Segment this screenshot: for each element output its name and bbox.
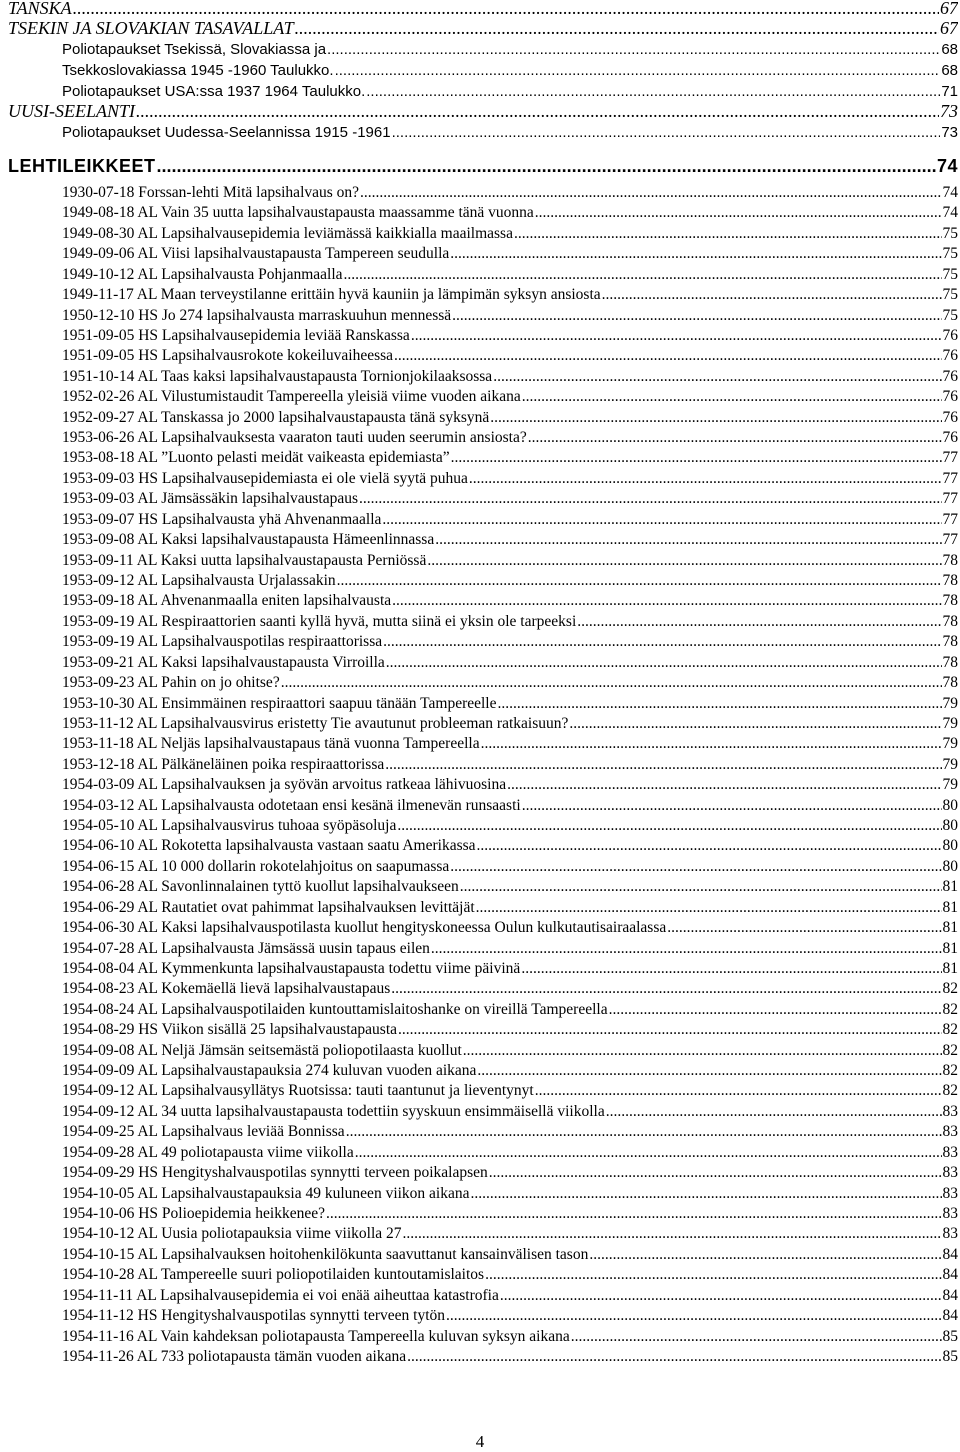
toc-entry[interactable] (62, 1348, 958, 1366)
toc-entry[interactable] (62, 613, 958, 631)
toc-entry-page: 84 (942, 1286, 958, 1304)
toc-entry-title: 1953-09-03 HS Lapsihalvausepidemiasta ei ole vielä syytä puhua (62, 469, 468, 487)
toc-entry[interactable] (62, 347, 958, 365)
toc-entry[interactable] (62, 1021, 958, 1039)
toc-leader-dots (452, 307, 941, 325)
toc-entry-title: 1954-06-15 AL 10 000 dollarin rokotelahjoitus on saapumassa (62, 857, 450, 875)
toc-entry[interactable] (8, 0, 958, 19)
toc-entry[interactable] (62, 1082, 958, 1100)
toc-leader-dots (360, 184, 941, 202)
toc-entry[interactable] (62, 204, 958, 222)
toc-entry[interactable] (62, 1001, 958, 1019)
toc-entry-page: 85 (942, 1327, 958, 1345)
toc-leader-dots (450, 245, 941, 263)
toc-leader-dots (451, 449, 942, 467)
toc-entry-title: UUSI-SEELANTI (8, 101, 135, 121)
toc-entry-title: 1953-09-11 AL Kaksi uutta lapsihalvaustapausta Perniössä (62, 551, 427, 569)
toc-leader-dots (450, 858, 941, 876)
toc-entry-page: 83 (942, 1184, 958, 1202)
toc-entry[interactable] (62, 83, 958, 100)
toc-entry[interactable] (62, 184, 958, 202)
toc-entry-page: 83 (942, 1102, 958, 1120)
toc-entry-title: 1953-08-18 AL ”Luonto pelasti meidät vaikeasta epidemiasta” (62, 449, 450, 467)
toc-entry-title: 1954-09-12 AL 34 uutta lapsihalvaustapausta todettiin syyskuun ensimmäisellä viikolla (62, 1102, 605, 1120)
toc-leader-dots (344, 266, 942, 284)
toc-entry-title: 1954-08-23 AL Kokemäellä lievä lapsihalvaustapaus (62, 980, 391, 998)
toc-leader-dots (577, 613, 941, 631)
toc-entry-page: 80 (942, 796, 958, 814)
toc-entry-title: 1949-09-06 AL Viisi lapsihalvaustapausta Tampereen seudulla (62, 245, 450, 263)
toc-entry-title: 1954-10-15 AL Lapsihalvauksen hoitohenkilökunta saavuttanut kansainvälisen tason (62, 1245, 589, 1263)
toc-entry[interactable] (62, 307, 958, 325)
toc-entry[interactable] (62, 1287, 958, 1305)
toc-entry-page: 75 (942, 306, 958, 324)
toc-entry[interactable] (62, 695, 958, 713)
toc-entry[interactable] (62, 266, 958, 284)
toc-entry[interactable] (62, 490, 958, 508)
toc-entry-title: Poliotapaukset USA:ssa 1937 1964 Taulukko. (62, 83, 366, 100)
toc-leader-dots (469, 470, 942, 488)
toc-leader-dots (463, 1042, 942, 1060)
toc-entry-title: 1954-11-16 AL Vain kahdeksan poliotapausta Tampereella kuluvan syksyn aikana (62, 1327, 570, 1345)
toc-entry[interactable] (62, 572, 958, 590)
toc-entry-title: 1954-11-11 AL Lapsihalvausepidemia ei voi enää aiheuttaa katastrofia (62, 1286, 499, 1304)
toc-entry[interactable] (62, 124, 958, 141)
toc-entry-page: 82 (942, 1041, 958, 1059)
toc-entry[interactable] (62, 878, 958, 896)
toc-entry-title: 1954-09-29 HS Hengityshalvauspotilas synnytti terveen poikalapsen (62, 1164, 488, 1182)
toc-entry[interactable] (62, 531, 958, 549)
toc-entry-title: 1953-11-18 AL Neljäs lapsihalvaustapaus tänä vuonna Tampereella (62, 735, 480, 753)
toc-leader-dots (477, 837, 942, 855)
toc-entry-title: 1953-09-23 AL Pahin on jo ohitse? (62, 674, 280, 692)
toc-entry[interactable] (62, 776, 958, 794)
toc-entry-page: 77 (942, 510, 958, 528)
toc-entry-page: 78 (942, 592, 958, 610)
toc-entry-page: 75 (942, 224, 958, 242)
toc-entry[interactable] (8, 101, 958, 122)
toc-entry-page: 79 (942, 776, 958, 794)
toc-entry[interactable] (62, 817, 958, 835)
toc-entry-page: 79 (942, 755, 958, 773)
toc-leader-dots (435, 531, 941, 549)
toc-leader-dots (446, 1307, 941, 1325)
toc-entry-title: 1954-05-10 AL Lapsihalvausvirus tuhoaa syöpäsoluja (62, 817, 397, 835)
toc-leader-dots (471, 1185, 942, 1203)
toc-entry[interactable] (62, 327, 958, 345)
toc-entry[interactable] (62, 674, 958, 692)
toc-entry-title: 1954-10-06 HS Polioepidemia heikkenee? (62, 1205, 326, 1222)
toc-entry-page: 83 (942, 1164, 958, 1182)
toc-leader-dots (609, 1001, 942, 1019)
toc-entry[interactable] (62, 960, 958, 978)
toc-entry[interactable] (62, 858, 958, 876)
toc-entry-page: 71 (941, 83, 958, 100)
toc-entry[interactable] (62, 633, 958, 651)
toc-entry[interactable] (62, 1103, 958, 1121)
toc-entry[interactable] (62, 1144, 958, 1162)
toc-entry[interactable] (62, 286, 958, 304)
toc-entry-page: 76 (942, 347, 958, 365)
toc-leader-dots (391, 980, 941, 998)
toc-entry-page: 77 (942, 449, 958, 467)
toc-leader-dots (73, 0, 939, 19)
toc-entry-page: 83 (942, 1143, 958, 1161)
toc-entry[interactable] (8, 18, 958, 39)
toc-entry[interactable] (62, 715, 958, 733)
toc-entry-page: 82 (942, 1062, 958, 1080)
toc-entry-page: 78 (942, 551, 958, 569)
toc-entry[interactable] (62, 1266, 958, 1284)
toc-entry[interactable] (62, 552, 958, 570)
toc-leader-dots (431, 940, 942, 958)
toc-entry-page: 73 (940, 101, 958, 121)
toc-entry-title: Poliotapaukset Uudessa-Seelannissa 1915 -1961 (62, 124, 391, 141)
toc-entry-title: TSEKIN JA SLOVAKIAN TASAVALLAT (8, 18, 294, 38)
toc-entry-page: 77 (942, 469, 958, 487)
toc-entry-title: 1949-08-30 AL Lapsihalvausepidemia leviämässä kaikkialla maailmassa (62, 224, 513, 242)
toc-leader-dots (281, 674, 942, 692)
toc-leader-dots (383, 633, 941, 651)
toc-entry-page: 73 (941, 124, 958, 141)
toc-entry-title: 1950-12-10 HS Jo 274 lapsihalvausta marraskuuhun mennessä (62, 306, 452, 324)
toc-entry-title: 1953-11-12 AL Lapsihalvausvirus eristetty Tie avautunut probleeman ratkaisuun? (62, 714, 569, 732)
toc-leader-dots (485, 1266, 941, 1284)
toc-entry-page: 78 (942, 633, 958, 651)
toc-entry-title: Tsekkoslovakiassa 1945 -1960 Taulukko. (62, 62, 334, 79)
toc-entry-page: 79 (942, 694, 958, 712)
toc-entry-title: 1954-09-28 AL 49 poliotapausta viime viikolla (62, 1143, 354, 1161)
toc-entry-page: 83 (942, 1123, 958, 1141)
toc-entry-title: 1954-09-08 AL Neljä Jämsän seitsemästä poliopotilaasta kuollut (62, 1041, 462, 1059)
toc-entry-title: 1953-09-03 AL Jämsässäkin lapsihalvaustapaus (62, 490, 359, 508)
toc-entry-page: 79 (942, 714, 958, 732)
toc-entry-title: 1954-08-29 HS Viikon sisällä 25 lapsihalvaustapausta (62, 1021, 398, 1039)
toc-entry-title: 1954-11-26 AL 733 poliotapausta tämän vuoden aikana (62, 1347, 407, 1365)
toc-entry-title: 1954-09-25 AL Lapsihalvaus leviää Bonnissa (62, 1123, 345, 1141)
toc-entry[interactable] (62, 511, 958, 529)
toc-entry-page: 80 (942, 817, 958, 835)
toc-entry-title: 1953-09-12 AL Lapsihalvausta Urjalassakin (62, 571, 336, 589)
toc-entry-page: 83 (942, 1225, 958, 1243)
toc-entry-title: 1954-09-12 AL Lapsihalvausyllätys Ruotsissa: tauti taantunut ja lieventynyt (62, 1082, 534, 1100)
toc-leader-dots (136, 101, 939, 122)
toc-leader-dots (476, 899, 942, 917)
toc-entry-title: 1951-10-14 AL Taas kaksi lapsihalvaustapausta Tornionjokilaaksossa (62, 367, 493, 385)
toc-leader-dots (392, 592, 941, 610)
toc-leader-dots (398, 1021, 941, 1039)
toc-entry-page: 75 (942, 265, 958, 283)
toc-entry-title: 1953-10-30 AL Ensimmäinen respiraattori saapuu tänään Tampereelle (62, 694, 497, 712)
toc-leader-dots (157, 156, 936, 177)
toc-entry-title: 1930-07-18 Forssan-lehti Mitä lapsihalvaus on? (62, 184, 360, 201)
toc-entry-page: 79 (942, 735, 958, 753)
toc-entry-page: 77 (942, 531, 958, 549)
toc-entry[interactable] (62, 429, 958, 447)
toc-entry[interactable] (62, 225, 958, 243)
toc-entry-title: 1954-10-28 AL Tampereelle suuri poliopotilaiden kuntoutamislaitos (62, 1266, 485, 1284)
toc-entry[interactable] (62, 1042, 958, 1060)
toc-entry[interactable] (62, 735, 958, 753)
toc-leader-dots (569, 715, 941, 733)
toc-entry[interactable] (62, 409, 958, 427)
toc-leader-dots (403, 1225, 942, 1243)
toc-entry[interactable] (62, 1246, 958, 1264)
toc-entry-title: LEHTILEIKKEET (8, 156, 156, 176)
toc-entry-page: 74 (942, 204, 958, 222)
toc-entry[interactable] (62, 592, 958, 610)
toc-leader-dots (359, 490, 941, 508)
toc-entry-title: 1954-08-24 AL Lapsihalvauspotilaiden kuntouttamislaitoshanke on vireillä Tampereella (62, 1000, 608, 1018)
toc-entry-page: 83 (942, 1205, 958, 1222)
toc-entry-title: 1954-07-28 AL Lapsihalvausta Jämsässä uusin tapaus eilen (62, 939, 430, 957)
toc-entry-page: 76 (942, 408, 958, 426)
toc-entry-page: 82 (942, 980, 958, 998)
toc-entry-page: 81 (942, 959, 958, 977)
toc-entry-title: 1954-03-09 AL Lapsihalvauksen ja syövän arvoitus ratkeaa lähivuosina (62, 776, 507, 794)
toc-entry-page: 68 (941, 41, 958, 58)
toc-leader-dots (493, 368, 941, 386)
toc-entry-page: 81 (942, 919, 958, 937)
toc-leader-dots (521, 960, 941, 978)
toc-entry-page: 80 (942, 837, 958, 855)
toc-entry[interactable] (62, 368, 958, 386)
toc-entry-page: 68 (941, 62, 958, 79)
toc-entry-page: 76 (942, 429, 958, 447)
toc-entry[interactable] (62, 1307, 958, 1325)
toc-entry-page: 82 (942, 1021, 958, 1039)
toc-entry-title: 1953-09-19 AL Lapsihalvauspotilas respiraattorissa (62, 633, 383, 651)
toc-entry-title: 1951-09-05 HS Lapsihalvausrokote kokeiluvaiheessa (62, 347, 394, 365)
toc-leader-dots (382, 511, 941, 529)
toc-entry-page: 75 (942, 286, 958, 304)
toc-entry[interactable] (62, 797, 958, 815)
toc-entry-title: 1954-06-29 AL Rautatiet ovat pahimmat lapsihalvauksen levittäjät (62, 898, 475, 916)
toc-entry-page: 82 (942, 1000, 958, 1018)
toc-leader-dots (411, 327, 942, 345)
toc-entry-title: 1949-10-12 AL Lapsihalvausta Pohjanmaalla (62, 265, 343, 283)
toc-entry-title: 1954-09-09 AL Lapsihalvaustapauksia 274 kuluvan vuoden aikana (62, 1062, 477, 1080)
toc-entry[interactable] (62, 899, 958, 917)
toc-entry-title: 1954-08-04 AL Kymmenkunta lapsihalvaustapausta todettu viime päivinä (62, 959, 521, 977)
toc-leader-dots (535, 1082, 942, 1100)
toc-leader-dots (606, 1103, 942, 1121)
toc-entry-page: 75 (942, 245, 958, 263)
toc-entry-title: 1954-06-28 AL Savonlinnalainen tyttö kuollut lapsihalvaukseen (62, 878, 459, 896)
toc-entry[interactable] (62, 62, 958, 79)
toc-entry-title: 1949-08-18 AL Vain 35 uutta lapsihalvaustapausta maassamme tänä vuonna (62, 204, 534, 222)
toc-entry[interactable] (8, 156, 958, 177)
toc-entry-title: Poliotapaukset Tsekissä, Slovakiassa ja (62, 41, 327, 58)
toc-entry-page: 78 (942, 674, 958, 692)
toc-entry-title: 1951-09-05 HS Lapsihalvausepidemia leviää Ranskassa (62, 326, 410, 344)
toc-entry[interactable] (62, 245, 958, 263)
toc-entry-title: 1953-06-26 AL Lapsihalvauksesta vaaraton tauti uuden seerumin ansiosta? (62, 429, 527, 447)
toc-entry-page: 67 (940, 18, 958, 38)
toc-entry[interactable] (62, 1062, 958, 1080)
page-number: 4 (475, 1432, 485, 1451)
toc-leader-dots (427, 552, 941, 570)
toc-leader-dots (489, 1164, 942, 1182)
toc-leader-dots (295, 18, 939, 39)
toc-leader-dots (500, 1287, 942, 1305)
toc-leader-dots (490, 409, 941, 427)
toc-entry-title: 1953-12-18 AL Pälkäneläinen poika respiraattorissa (62, 755, 385, 773)
toc-leader-dots (346, 1123, 942, 1141)
toc-entry-page: 76 (942, 367, 958, 385)
toc-entry[interactable] (62, 940, 958, 958)
toc-entry-title: 1954-11-12 HS Hengityshalvauspotilas synnytti terveen tytön (62, 1307, 446, 1325)
toc-leader-dots (528, 429, 942, 447)
toc-entry-title: 1954-10-12 AL Uusia poliotapauksia viime viikolla 27 (62, 1225, 402, 1243)
toc-entry-page: 74 (942, 184, 958, 201)
toc-entry-title: 1954-03-12 AL Lapsihalvausta odotetaan ensi kesänä ilmenevän runsaasti (62, 796, 521, 814)
toc-leader-dots (355, 1144, 942, 1162)
toc-entry-title: 1953-09-08 AL Kaksi lapsihalvaustapausta Hämeenlinnassa (62, 531, 435, 549)
toc-entry[interactable] (62, 388, 958, 406)
toc-leader-dots (535, 204, 942, 222)
toc-leader-dots (394, 347, 941, 365)
toc-entry[interactable] (62, 1123, 958, 1141)
toc-entry-title: 1953-09-21 AL Kaksi lapsihalvaustapausta Virroilla (62, 653, 385, 671)
toc-entry-page: 78 (942, 571, 958, 589)
toc-entry[interactable] (62, 1225, 958, 1243)
toc-entry[interactable] (62, 654, 958, 672)
toc-leader-dots (498, 695, 942, 713)
toc-leader-dots (481, 735, 942, 753)
toc-entry[interactable] (62, 1185, 958, 1203)
toc-entry-page: 84 (942, 1245, 958, 1263)
toc-leader-dots (392, 124, 941, 141)
toc-entry-page: 81 (942, 939, 958, 957)
toc-entry-page: 67 (940, 0, 958, 18)
toc-leader-dots (386, 654, 942, 672)
toc-leader-dots (397, 817, 941, 835)
toc-leader-dots (477, 1062, 941, 1080)
toc-entry-title: 1954-06-30 AL Kaksi lapsihalvauspotilasta kuollut hengityskoneessa Oulun kulkutautisairaalassa (62, 919, 667, 937)
toc-entry[interactable] (62, 1328, 958, 1346)
toc-entry-title: 1954-06-10 AL Rokotetta lapsihalvausta vastaan saatu Amerikassa (62, 837, 476, 855)
toc-leader-dots (460, 878, 942, 896)
toc-entry[interactable] (62, 980, 958, 998)
toc-leader-dots (385, 756, 941, 774)
toc-entry-title: TANSKA (8, 0, 72, 18)
toc-leader-dots (571, 1328, 942, 1346)
toc-leader-dots (507, 776, 941, 794)
toc-entry-page: 81 (942, 898, 958, 916)
toc-entry-title: 1953-09-07 HS Lapsihalvausta yhä Ahvenanmaalla (62, 510, 382, 528)
toc-entry-page: 85 (942, 1347, 958, 1365)
toc-entry-page: 80 (942, 857, 958, 875)
toc-entry-page: 74 (936, 156, 958, 176)
toc-entry-page: 78 (942, 653, 958, 671)
toc-entry[interactable] (62, 1164, 958, 1182)
toc-leader-dots (326, 1205, 941, 1223)
toc-entry-page: 84 (942, 1266, 958, 1284)
toc-entry-title: 1953-09-19 AL Respiraattorien saanti kyllä hyvä, mutta siinä ei yksin ole tarpeeksi (62, 612, 577, 630)
toc-leader-dots (327, 41, 940, 58)
toc-leader-dots (407, 1348, 941, 1366)
toc-entry-title: 1953-09-18 AL Ahvenanmaalla eniten lapsihalvausta (62, 592, 392, 610)
toc-leader-dots (522, 388, 942, 406)
toc-entry[interactable] (62, 756, 958, 774)
toc-leader-dots (335, 62, 941, 79)
toc-entry-page: 78 (942, 612, 958, 630)
toc-entry[interactable] (62, 41, 958, 58)
toc-entry-title: 1952-09-27 AL Tanskassa jo 2000 lapsihalvaustapausta tänä syksynä (62, 408, 490, 426)
toc-leader-dots (602, 286, 942, 304)
toc-leader-dots (337, 572, 942, 590)
toc-entry-title: 1954-10-05 AL Lapsihalvaustapauksia 49 kuluneen viikon aikana (62, 1184, 470, 1202)
toc-leader-dots (589, 1246, 941, 1264)
toc-entry-page: 77 (942, 490, 958, 508)
toc-entry-title: 1949-11-17 AL Maan terveystilanne erittäin hyvä kauniin ja lämpimän syksyn ansiosta (62, 286, 601, 304)
toc-entry[interactable] (62, 449, 958, 467)
toc-entry-page: 82 (942, 1082, 958, 1100)
toc-leader-dots (522, 797, 942, 815)
toc-entry-page: 81 (942, 878, 958, 896)
toc-entry[interactable] (62, 919, 958, 937)
toc-entry-page: 84 (942, 1307, 958, 1325)
toc-entry[interactable] (62, 470, 958, 488)
toc-entry[interactable] (62, 1205, 958, 1223)
toc-leader-dots (366, 83, 940, 100)
toc-leader-dots (667, 919, 941, 937)
toc-entry-title: 1952-02-26 AL Vilustumistaudit Tampereella yleisiä viime vuoden aikana (62, 388, 521, 406)
toc-entry-page: 76 (942, 388, 958, 406)
toc-leader-dots (514, 225, 942, 243)
toc-entry[interactable] (62, 837, 958, 855)
toc-entry-page: 76 (942, 326, 958, 344)
